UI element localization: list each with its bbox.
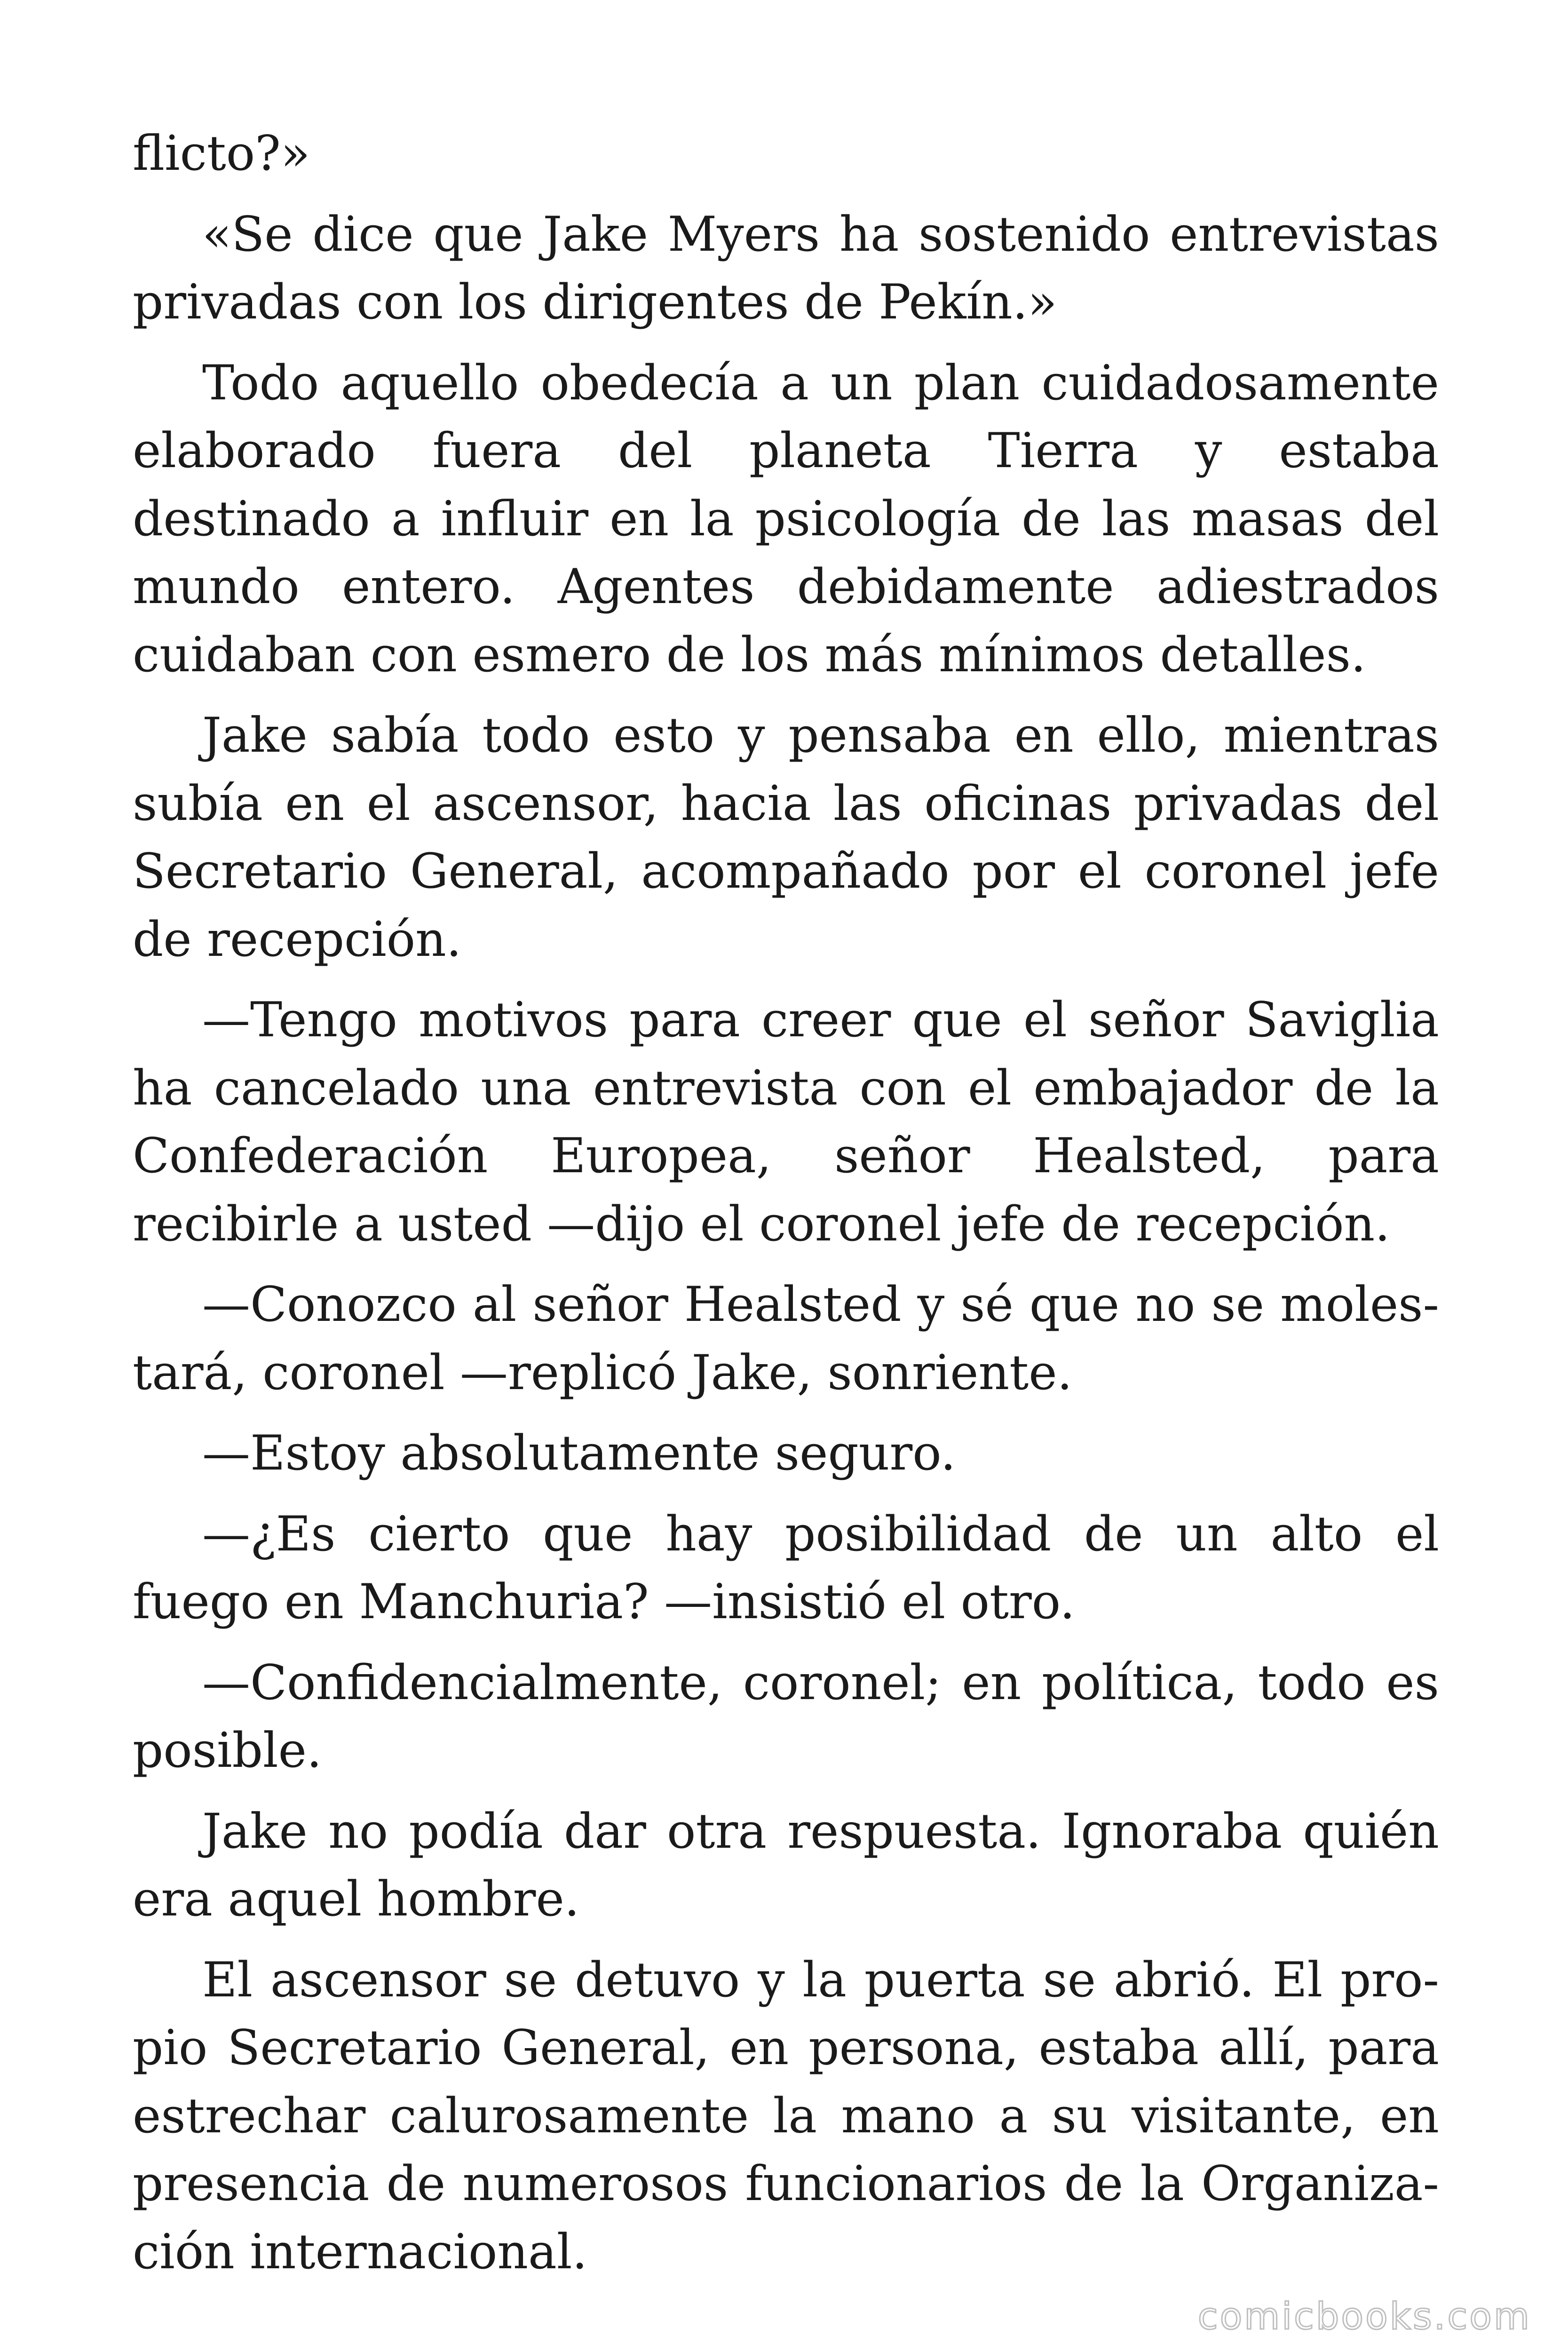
paragraph: «Se dice que Jake Myers ha sostenido entrevistas privadas con los dirigentes de Pekín.» [133, 206, 1439, 330]
paragraph: Jake sabía todo esto y pensaba en ello, mientras subía en el ascensor, hacia las oficinas privadas del Secretario General, acompañado por el coronel jefe de recepción. [133, 707, 1439, 968]
paragraph: —Estoy absolutamente seguro. [202, 1425, 956, 1481]
paragraph: —Conozco al señor Healsted y sé que no se molestará, coronel —replicó Jake, sonriente. [133, 1277, 1439, 1401]
paragraph: —Confidencialmente, coronel; en política, todo es posible. [133, 1654, 1439, 1779]
body-text [133, 120, 1439, 2299]
paragraph: Jake no podía dar otra respuesta. Ignoraba quién era aquel hombre. [133, 1803, 1439, 1927]
paragraph: El ascensor se detuvo y la puerta se abrió. El propio Secretario General, en persona, estaba allí, para estrechar calurosamente la mano a su visitante, en presencia de numerosos funcionarios de la Organización internacional. [133, 1952, 1439, 2280]
paragraph: —¿Es cierto que hay posibilidad de un alto el fuego en Manchuria? —insistió el otro. [133, 1506, 1439, 1630]
paragraph: flicto?» [133, 126, 310, 182]
watermark: comicbooks.com [1197, 2296, 1531, 2338]
paragraph: —Tengo motivos para creer que el señor Saviglia ha cancelado una entrevista con el embajador de la Confederación Europea, señor Healsted, para recibirle a usted —dijo el coronel jefe de recepción. [133, 992, 1439, 1252]
paragraph: Todo aquello obedecía a un plan cuidadosamente elaborado fuera del planeta Tierra y estaba destinado a influir en la psicología de las masas del mundo entero. Agentes debidamente adiestrados cuidaban con esmero de los más mínimos detalles. [133, 355, 1439, 683]
